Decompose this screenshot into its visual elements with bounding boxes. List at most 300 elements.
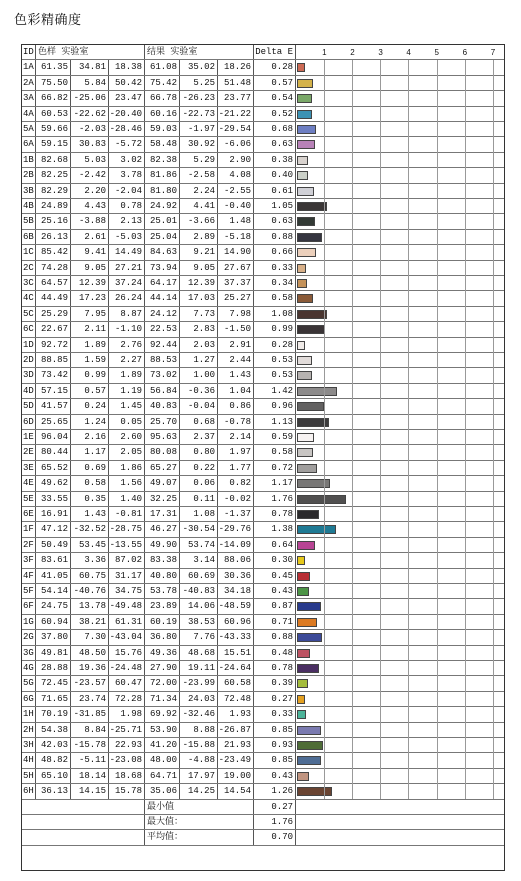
row-id: 5E [22, 492, 36, 506]
sample-b: 18.68 [109, 769, 145, 783]
result-l: 27.90 [145, 661, 180, 675]
result-a: 35.02 [180, 60, 218, 74]
sample-a: 2.16 [71, 430, 109, 444]
delta-e-bar [297, 510, 319, 519]
delta-e-bar [297, 233, 322, 242]
row-id: 2D [22, 353, 36, 367]
table-row [22, 553, 504, 568]
delta-e-bar [297, 187, 314, 196]
delta-e-bar [297, 495, 346, 504]
table-row [22, 76, 504, 91]
gridline [352, 60, 353, 799]
sample-l: 49.62 [36, 476, 71, 490]
result-a: 1.00 [180, 368, 218, 382]
delta-e-value: 0.85 [254, 723, 296, 737]
sample-b: 14.49 [109, 245, 145, 259]
sample-a: 30.83 [71, 137, 109, 151]
sample-a: 53.45 [71, 538, 109, 552]
result-l: 44.14 [145, 291, 180, 305]
result-b: 14.54 [218, 784, 254, 798]
sample-b: 8.87 [109, 307, 145, 321]
sample-a: 12.39 [71, 276, 109, 290]
sample-l: 48.82 [36, 753, 71, 767]
sample-a: 2.61 [71, 230, 109, 244]
sample-b: 31.17 [109, 569, 145, 583]
row-id: 1D [22, 338, 36, 352]
result-b: 25.27 [218, 291, 254, 305]
delta-e-value: 0.34 [254, 276, 296, 290]
result-l: 58.48 [145, 137, 180, 151]
sample-a: 38.21 [71, 615, 109, 629]
sample-l: 36.13 [36, 784, 71, 798]
result-l: 46.27 [145, 522, 180, 536]
sample-a: 1.43 [71, 507, 109, 521]
sample-l: 57.15 [36, 384, 71, 398]
result-l: 81.86 [145, 168, 180, 182]
result-a: 2.83 [180, 322, 218, 336]
delta-e-bar [297, 587, 309, 596]
result-l: 64.71 [145, 769, 180, 783]
header-result: 结果 实验室 [145, 45, 254, 59]
result-b: 51.48 [218, 76, 254, 90]
table-row [22, 368, 504, 383]
result-l: 66.78 [145, 91, 180, 105]
delta-e-value: 0.88 [254, 630, 296, 644]
sample-l: 26.13 [36, 230, 71, 244]
delta-e-bar [297, 171, 308, 180]
result-a: -4.88 [180, 753, 218, 767]
delta-e-bar [297, 602, 321, 611]
result-a: 7.76 [180, 630, 218, 644]
row-id: 5B [22, 214, 36, 228]
axis-tick-label: 6 [462, 48, 468, 57]
delta-e-bar [297, 679, 308, 688]
sample-b: 23.47 [109, 91, 145, 105]
sample-b: 72.28 [109, 692, 145, 706]
delta-e-value: 0.39 [254, 676, 296, 690]
table-row [22, 91, 504, 106]
delta-e-bar [297, 156, 308, 165]
result-l: 82.38 [145, 153, 180, 167]
footer-avg-row [22, 830, 504, 845]
footer-blank [22, 830, 145, 844]
sample-a: -40.76 [71, 584, 109, 598]
table-row [22, 153, 504, 168]
footer-max-row [22, 815, 504, 830]
delta-e-value: 0.85 [254, 753, 296, 767]
table-row [22, 707, 504, 722]
table-row [22, 492, 504, 507]
sample-l: 25.29 [36, 307, 71, 321]
sample-b: 15.76 [109, 646, 145, 660]
sample-a: -2.03 [71, 122, 109, 136]
sample-b: -28.46 [109, 122, 145, 136]
axis-tick-label: 1 [322, 48, 327, 57]
table-row [22, 461, 504, 476]
sample-a: 1.59 [71, 353, 109, 367]
delta-e-bar [297, 356, 312, 365]
delta-e-value: 0.52 [254, 107, 296, 121]
result-l: 22.53 [145, 322, 180, 336]
delta-e-value: 0.61 [254, 184, 296, 198]
delta-e-bar [297, 387, 337, 396]
footer-avg-label: 平均值： [145, 830, 254, 844]
sample-a: 18.14 [71, 769, 109, 783]
row-id: 5G [22, 676, 36, 690]
result-l: 56.84 [145, 384, 180, 398]
axis-tick-label: 2 [350, 48, 355, 57]
delta-e-value: 1.38 [254, 522, 296, 536]
delta-e-value: 0.40 [254, 168, 296, 182]
result-b: -48.59 [218, 599, 254, 613]
sample-a: 0.57 [71, 384, 109, 398]
delta-e-value: 0.93 [254, 738, 296, 752]
delta-e-bar [297, 710, 306, 719]
delta-e-bar [297, 741, 323, 750]
result-b: 2.14 [218, 430, 254, 444]
result-a: -2.58 [180, 168, 218, 182]
sample-b: 2.76 [109, 338, 145, 352]
row-id: 2F [22, 538, 36, 552]
row-id: 4F [22, 569, 36, 583]
sample-l: 92.72 [36, 338, 71, 352]
result-b: 1.48 [218, 214, 254, 228]
result-a: -22.73 [180, 107, 218, 121]
result-l: 49.36 [145, 646, 180, 660]
sample-a: -32.52 [71, 522, 109, 536]
sample-l: 44.49 [36, 291, 71, 305]
sample-a: 4.43 [71, 199, 109, 213]
sample-a: 0.69 [71, 461, 109, 475]
delta-e-value: 0.63 [254, 214, 296, 228]
sample-b: 22.93 [109, 738, 145, 752]
row-id: 3E [22, 461, 36, 475]
delta-e-bar [297, 248, 316, 257]
sample-l: 70.19 [36, 707, 71, 721]
row-id: 2B [22, 168, 36, 182]
result-b: 2.91 [218, 338, 254, 352]
result-l: 53.90 [145, 723, 180, 737]
delta-e-value: 0.78 [254, 661, 296, 675]
row-id: 2C [22, 261, 36, 275]
row-id: 3A [22, 91, 36, 105]
sample-b: -43.04 [109, 630, 145, 644]
table-row [22, 107, 504, 122]
delta-e-bar [297, 618, 317, 627]
header-sample: 色样 实验室 [36, 45, 145, 59]
sample-b: 1.45 [109, 399, 145, 413]
table-row [22, 784, 504, 799]
result-l: 49.90 [145, 538, 180, 552]
delta-e-bar [297, 556, 305, 565]
delta-e-value: 0.45 [254, 569, 296, 583]
result-l: 95.63 [145, 430, 180, 444]
sample-l: 47.12 [36, 522, 71, 536]
delta-e-bar [297, 63, 305, 72]
result-b: 14.90 [218, 245, 254, 259]
result-l: 71.34 [145, 692, 180, 706]
delta-e-bar [297, 371, 312, 380]
table-row [22, 168, 504, 183]
row-id: 1H [22, 707, 36, 721]
row-id: 4B [22, 199, 36, 213]
sample-b: -25.71 [109, 723, 145, 737]
row-id: 5F [22, 584, 36, 598]
sample-l: 24.89 [36, 199, 71, 213]
sample-a: 8.84 [71, 723, 109, 737]
delta-e-value: 0.68 [254, 122, 296, 136]
result-l: 48.00 [145, 753, 180, 767]
sample-b: -20.40 [109, 107, 145, 121]
axis-tick-label: 7 [490, 48, 496, 57]
sample-a: 13.78 [71, 599, 109, 613]
footer-max-label: 最大值： [145, 815, 254, 829]
delta-e-bar [297, 202, 327, 211]
sample-l: 25.16 [36, 214, 71, 228]
table-row [22, 384, 504, 399]
row-id: 2H [22, 723, 36, 737]
result-a: 38.53 [180, 615, 218, 629]
sample-l: 59.66 [36, 122, 71, 136]
row-id: 2G [22, 630, 36, 644]
sample-b: 0.05 [109, 415, 145, 429]
row-id: 4C [22, 291, 36, 305]
delta-e-bar [297, 217, 315, 226]
delta-e-value: 0.33 [254, 707, 296, 721]
result-a: 14.25 [180, 784, 218, 798]
sample-b: 3.78 [109, 168, 145, 182]
table-row [22, 569, 504, 584]
result-b: -1.37 [218, 507, 254, 521]
sample-a: 1.89 [71, 338, 109, 352]
table-row [22, 415, 504, 430]
row-id: 6H [22, 784, 36, 798]
sample-b: 2.05 [109, 445, 145, 459]
result-a: 0.80 [180, 445, 218, 459]
footer-blank [22, 815, 145, 829]
sample-b: 0.78 [109, 199, 145, 213]
result-a: 1.08 [180, 507, 218, 521]
result-l: 75.42 [145, 76, 180, 90]
table-row [22, 199, 504, 214]
result-b: -0.02 [218, 492, 254, 506]
sample-l: 83.61 [36, 553, 71, 567]
row-id: 5D [22, 399, 36, 413]
row-id: 3F [22, 553, 36, 567]
result-b: 1.97 [218, 445, 254, 459]
result-a: 2.03 [180, 338, 218, 352]
row-id: 4D [22, 384, 36, 398]
result-b: 0.86 [218, 399, 254, 413]
table-row [22, 646, 504, 661]
delta-e-value: 1.08 [254, 307, 296, 321]
footer-min-label: 最小值 [145, 800, 254, 814]
table-header [22, 45, 504, 60]
row-id: 5A [22, 122, 36, 136]
table-row [22, 353, 504, 368]
delta-e-bar [297, 94, 312, 103]
delta-e-value: 0.48 [254, 646, 296, 660]
delta-e-value: 0.87 [254, 599, 296, 613]
table-row [22, 522, 504, 537]
result-a: 8.88 [180, 723, 218, 737]
result-a: 5.25 [180, 76, 218, 90]
delta-e-value: 0.30 [254, 553, 296, 567]
delta-e-value: 0.72 [254, 461, 296, 475]
result-a: 1.27 [180, 353, 218, 367]
sample-a: -3.88 [71, 214, 109, 228]
result-a: 0.68 [180, 415, 218, 429]
sample-l: 82.68 [36, 153, 71, 167]
delta-e-value: 0.28 [254, 338, 296, 352]
sample-l: 73.42 [36, 368, 71, 382]
row-id: 6A [22, 137, 36, 151]
sample-a: -23.57 [71, 676, 109, 690]
result-a: 0.06 [180, 476, 218, 490]
table-row [22, 769, 504, 784]
result-l: 73.02 [145, 368, 180, 382]
footer-blank [22, 800, 145, 814]
row-id: 2E [22, 445, 36, 459]
result-b: -2.55 [218, 184, 254, 198]
delta-e-bar [297, 79, 313, 88]
result-l: 24.92 [145, 199, 180, 213]
sample-b: 27.21 [109, 261, 145, 275]
result-b: 21.93 [218, 738, 254, 752]
result-b: 60.96 [218, 615, 254, 629]
row-id: 5C [22, 307, 36, 321]
result-l: 49.07 [145, 476, 180, 490]
sample-l: 75.50 [36, 76, 71, 90]
axis-tick-label: 5 [434, 48, 439, 57]
delta-e-bar [297, 695, 305, 704]
footer-max-value: 1.76 [254, 815, 296, 829]
result-a: 9.05 [180, 261, 218, 275]
table-row [22, 245, 504, 260]
result-b: 15.51 [218, 646, 254, 660]
gridline [493, 60, 494, 799]
delta-e-bar [297, 110, 312, 119]
result-l: 41.20 [145, 738, 180, 752]
delta-e-bar [297, 525, 336, 534]
delta-e-value: 0.27 [254, 692, 296, 706]
table-row [22, 338, 504, 353]
result-l: 32.25 [145, 492, 180, 506]
row-id: 1F [22, 522, 36, 536]
row-id: 6F [22, 599, 36, 613]
delta-e-bar [297, 649, 310, 658]
delta-e-bar [297, 772, 309, 781]
sample-b: 2.13 [109, 214, 145, 228]
sample-l: 60.53 [36, 107, 71, 121]
delta-e-value: 0.38 [254, 153, 296, 167]
table-row [22, 261, 504, 276]
delta-e-value: 0.58 [254, 291, 296, 305]
result-l: 60.16 [145, 107, 180, 121]
page-title: 色彩精确度 [14, 13, 82, 28]
sample-a: -2.42 [71, 168, 109, 182]
result-b: -29.54 [218, 122, 254, 136]
axis-tick-label: 3 [378, 48, 383, 57]
sample-b: 61.31 [109, 615, 145, 629]
row-id: 3C [22, 276, 36, 290]
delta-e-value: 0.88 [254, 230, 296, 244]
row-id: 6B [22, 230, 36, 244]
result-l: 80.08 [145, 445, 180, 459]
row-id: 4A [22, 107, 36, 121]
delta-e-value: 1.13 [254, 415, 296, 429]
result-a: -30.54 [180, 522, 218, 536]
result-a: -26.23 [180, 91, 218, 105]
table-row [22, 230, 504, 245]
result-a: 0.11 [180, 492, 218, 506]
result-l: 64.17 [145, 276, 180, 290]
delta-e-value: 1.76 [254, 492, 296, 506]
result-a: -32.46 [180, 707, 218, 721]
table-row [22, 615, 504, 630]
result-b: 2.44 [218, 353, 254, 367]
result-l: 92.44 [145, 338, 180, 352]
result-a: 3.14 [180, 553, 218, 567]
sample-l: 54.14 [36, 584, 71, 598]
sample-b: -24.48 [109, 661, 145, 675]
delta-e-bar [297, 402, 324, 411]
result-a: 5.29 [180, 153, 218, 167]
table-row [22, 307, 504, 322]
axis-tick-label: 4 [406, 48, 411, 57]
sample-a: -5.11 [71, 753, 109, 767]
row-id: 1C [22, 245, 36, 259]
result-a: 17.03 [180, 291, 218, 305]
sample-l: 49.81 [36, 646, 71, 660]
sample-b: -28.75 [109, 522, 145, 536]
result-l: 59.03 [145, 122, 180, 136]
sample-l: 71.65 [36, 692, 71, 706]
result-b: -29.76 [218, 522, 254, 536]
sample-l: 25.65 [36, 415, 71, 429]
delta-e-value: 0.63 [254, 137, 296, 151]
result-l: 36.80 [145, 630, 180, 644]
table-row [22, 723, 504, 738]
result-l: 73.94 [145, 261, 180, 275]
gridline [324, 60, 325, 799]
result-a: -23.99 [180, 676, 218, 690]
sample-l: 65.10 [36, 769, 71, 783]
delta-e-bar [297, 264, 306, 273]
result-l: 88.53 [145, 353, 180, 367]
sample-l: 59.15 [36, 137, 71, 151]
result-b: 1.77 [218, 461, 254, 475]
result-l: 35.06 [145, 784, 180, 798]
result-b: 60.58 [218, 676, 254, 690]
result-l: 84.63 [145, 245, 180, 259]
sample-a: 14.15 [71, 784, 109, 798]
result-b: -24.64 [218, 661, 254, 675]
row-id: 1G [22, 615, 36, 629]
sample-a: 0.24 [71, 399, 109, 413]
delta-e-value: 0.54 [254, 91, 296, 105]
delta-e-bar [297, 341, 305, 350]
result-b: 23.77 [218, 91, 254, 105]
sample-a: 0.58 [71, 476, 109, 490]
table-row [22, 137, 504, 152]
result-a: -0.04 [180, 399, 218, 413]
table-row [22, 661, 504, 676]
delta-e-bar [297, 325, 325, 334]
gridline [380, 60, 381, 799]
result-a: -0.36 [180, 384, 218, 398]
table-row [22, 430, 504, 445]
